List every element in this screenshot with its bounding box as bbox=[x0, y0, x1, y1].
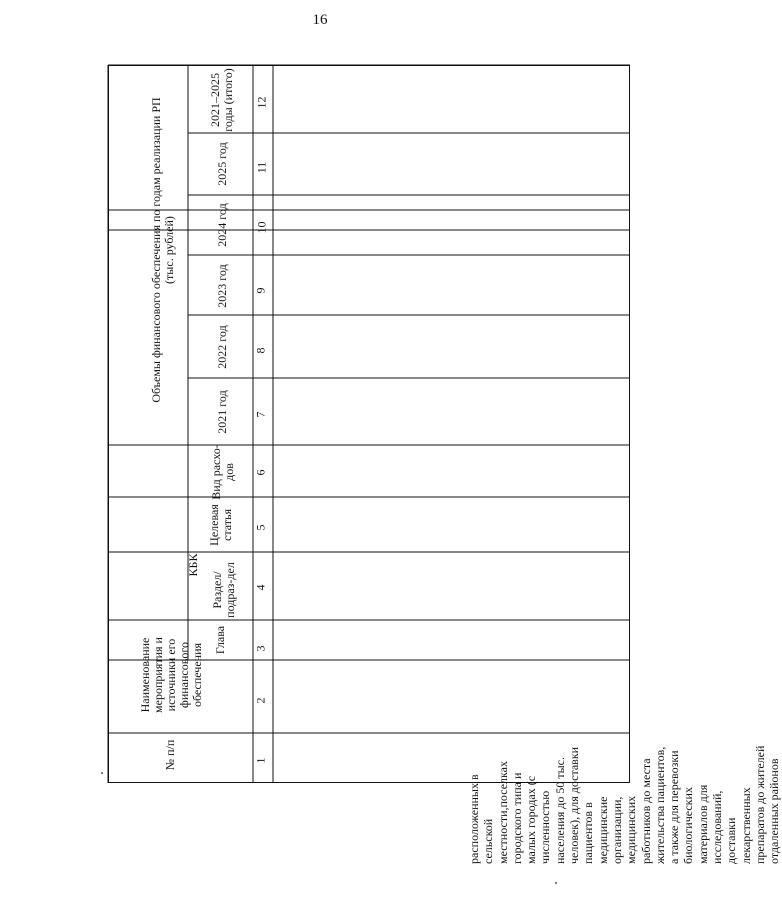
row-line: местности,поселках bbox=[495, 761, 510, 864]
row-line: медицинских bbox=[624, 795, 639, 864]
row-line: биологических bbox=[681, 787, 696, 864]
row-line: доставки bbox=[724, 817, 739, 864]
row-line: работников до места bbox=[638, 758, 653, 864]
scan-speck bbox=[101, 772, 103, 774]
header-year-2024: 2024 год bbox=[214, 203, 229, 247]
header-year-2023: 2023 год bbox=[214, 264, 229, 308]
header-chapter: Глава bbox=[212, 625, 227, 655]
col-number: 11 bbox=[254, 161, 269, 174]
row-line: численностью bbox=[538, 790, 553, 864]
row-line: малых городах (с bbox=[524, 775, 539, 864]
col-number: 4 bbox=[253, 584, 268, 591]
col-number: 12 bbox=[254, 96, 269, 109]
row-line: материалов для bbox=[695, 784, 710, 864]
header-volumes: Объемы финансового обеспечения по годам реализации РП (тыс. рублей) bbox=[149, 97, 176, 403]
col-number: 6 bbox=[253, 469, 268, 476]
col-number: 9 bbox=[253, 287, 268, 294]
header-expense: Вид расхо-дов bbox=[209, 444, 236, 500]
col-number: 7 bbox=[253, 411, 268, 418]
header-year-2021: 2021 год bbox=[214, 390, 229, 434]
row-line: городского типа и bbox=[509, 772, 524, 864]
col-number: 2 bbox=[253, 697, 268, 704]
header-name: Наименование мероприятия и источники его финансового обеспечения bbox=[137, 637, 204, 713]
row-activity-text bbox=[467, 534, 782, 864]
row-line: жительства пациентов, bbox=[652, 746, 667, 864]
row-line: лекарственных bbox=[738, 787, 753, 864]
row-line: населения до 50 тыс. bbox=[552, 757, 567, 864]
row-line: препаратов до жителей bbox=[752, 745, 767, 864]
header-target: Целевая статья bbox=[207, 504, 234, 546]
col-number: 3 bbox=[253, 645, 268, 652]
row-line: сельской bbox=[481, 818, 496, 864]
row-line: медицинские bbox=[595, 796, 610, 864]
header-num: № п/п bbox=[162, 739, 177, 771]
col-number: 8 bbox=[253, 347, 268, 354]
scan-speck bbox=[555, 882, 557, 884]
row-line: а также для перевозки bbox=[667, 750, 682, 864]
row-line: исследований, bbox=[710, 790, 725, 864]
page-number: 16 bbox=[312, 12, 328, 28]
col-number: 5 bbox=[253, 524, 268, 531]
header-section: Раздел/ подраз-дел bbox=[210, 562, 237, 618]
row-line: отдаленных районов bbox=[767, 758, 782, 864]
funding-table bbox=[108, 65, 782, 864]
row-line: пациентов в bbox=[581, 802, 596, 864]
header-year-2022: 2022 год bbox=[214, 325, 229, 369]
header-kbk: КБК bbox=[185, 553, 200, 577]
row-line: организации, bbox=[609, 796, 624, 864]
row-line: расположенных в bbox=[467, 774, 481, 864]
col-number: 1 bbox=[253, 757, 268, 764]
row-line: человек), для доставки bbox=[567, 746, 582, 864]
col-number: 10 bbox=[254, 221, 269, 234]
header-total: 2021–2025 годы (итого) bbox=[208, 68, 235, 132]
header-year-2025: 2025 год bbox=[214, 142, 229, 186]
